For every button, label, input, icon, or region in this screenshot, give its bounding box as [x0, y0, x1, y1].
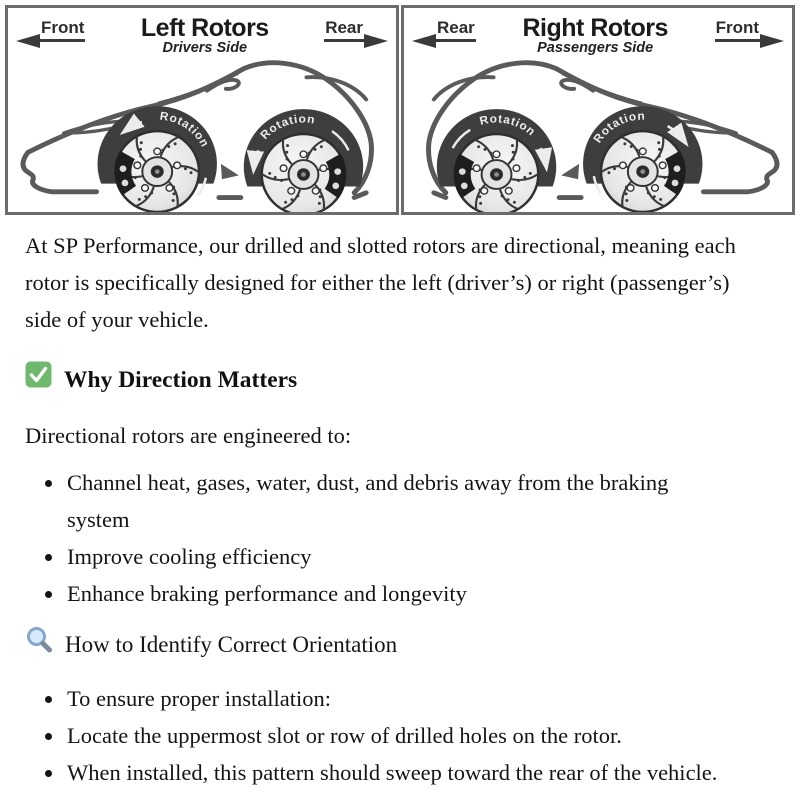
rotation-text-front: Rotation — [158, 109, 212, 150]
identify-list — [25, 681, 730, 792]
panel-title: Right Rotors — [522, 14, 668, 42]
magnifying-glass-icon — [25, 625, 54, 666]
right-rotors-panel — [401, 5, 795, 215]
list-item: • When installed, this pattern should sweep toward the rear of the vehicle. — [65, 755, 730, 792]
right-panel-header — [404, 8, 792, 56]
rotation-text-rear: Rotation — [257, 112, 317, 142]
list-item: • Locate the uppermost slot or row of drilled holes on the rotor. — [65, 718, 730, 755]
arrow-right-icon — [364, 34, 388, 48]
why-direction-list — [25, 465, 730, 613]
rotor-direction-diagram — [5, 5, 795, 215]
left-rotors-panel — [5, 5, 399, 215]
heading-text: Why Direction Matters — [64, 367, 298, 394]
rear-direction-label — [324, 18, 388, 42]
why-direction-heading — [25, 361, 775, 401]
check-mark-icon — [25, 361, 52, 401]
panel-title: Left Rotors — [140, 14, 269, 42]
left-panel-header — [8, 8, 396, 56]
engineered-lead: Directional rotors are engineered to: — [25, 423, 352, 449]
identify-orientation-heading — [25, 625, 775, 666]
rotation-text-rear: Rotation — [478, 112, 539, 139]
arrow-left-icon — [412, 34, 436, 48]
rear-direction-label — [412, 18, 476, 42]
direction-word: Rear — [436, 18, 476, 42]
arrow-left-icon — [16, 34, 40, 48]
list-item: • Improve cooling efficiency — [65, 539, 730, 576]
list-item: • Channel heat, gases, water, dust, and debris away from the braking system — [65, 465, 730, 539]
right-panel-title-block — [476, 15, 715, 56]
direction-word: Front — [715, 18, 760, 42]
list-item: • To ensure proper installation: — [65, 681, 730, 718]
direction-word: Rear — [324, 18, 364, 42]
panel-subtitle: Drivers Side — [162, 40, 248, 57]
rotation-text-front: Rotation — [591, 109, 646, 146]
intro-paragraph: At SP Performance, our drilled and slotted rotors are directional, meaning each rotor is specifically designed for either the left (driver’s) or right (passenger’s) side of your vehicle. — [25, 233, 736, 332]
list-item: • Enhance braking performance and longevity — [65, 576, 730, 613]
front-direction-label — [16, 18, 85, 42]
panel-subtitle: Passengers Side — [537, 40, 654, 57]
front-direction-label — [715, 18, 784, 42]
heading-text: How to Identify Correct Orientation — [65, 632, 398, 658]
arrow-right-icon — [760, 34, 784, 48]
direction-word: Front — [40, 18, 85, 42]
article-body — [0, 215, 800, 792]
left-panel-title-block — [85, 15, 324, 56]
